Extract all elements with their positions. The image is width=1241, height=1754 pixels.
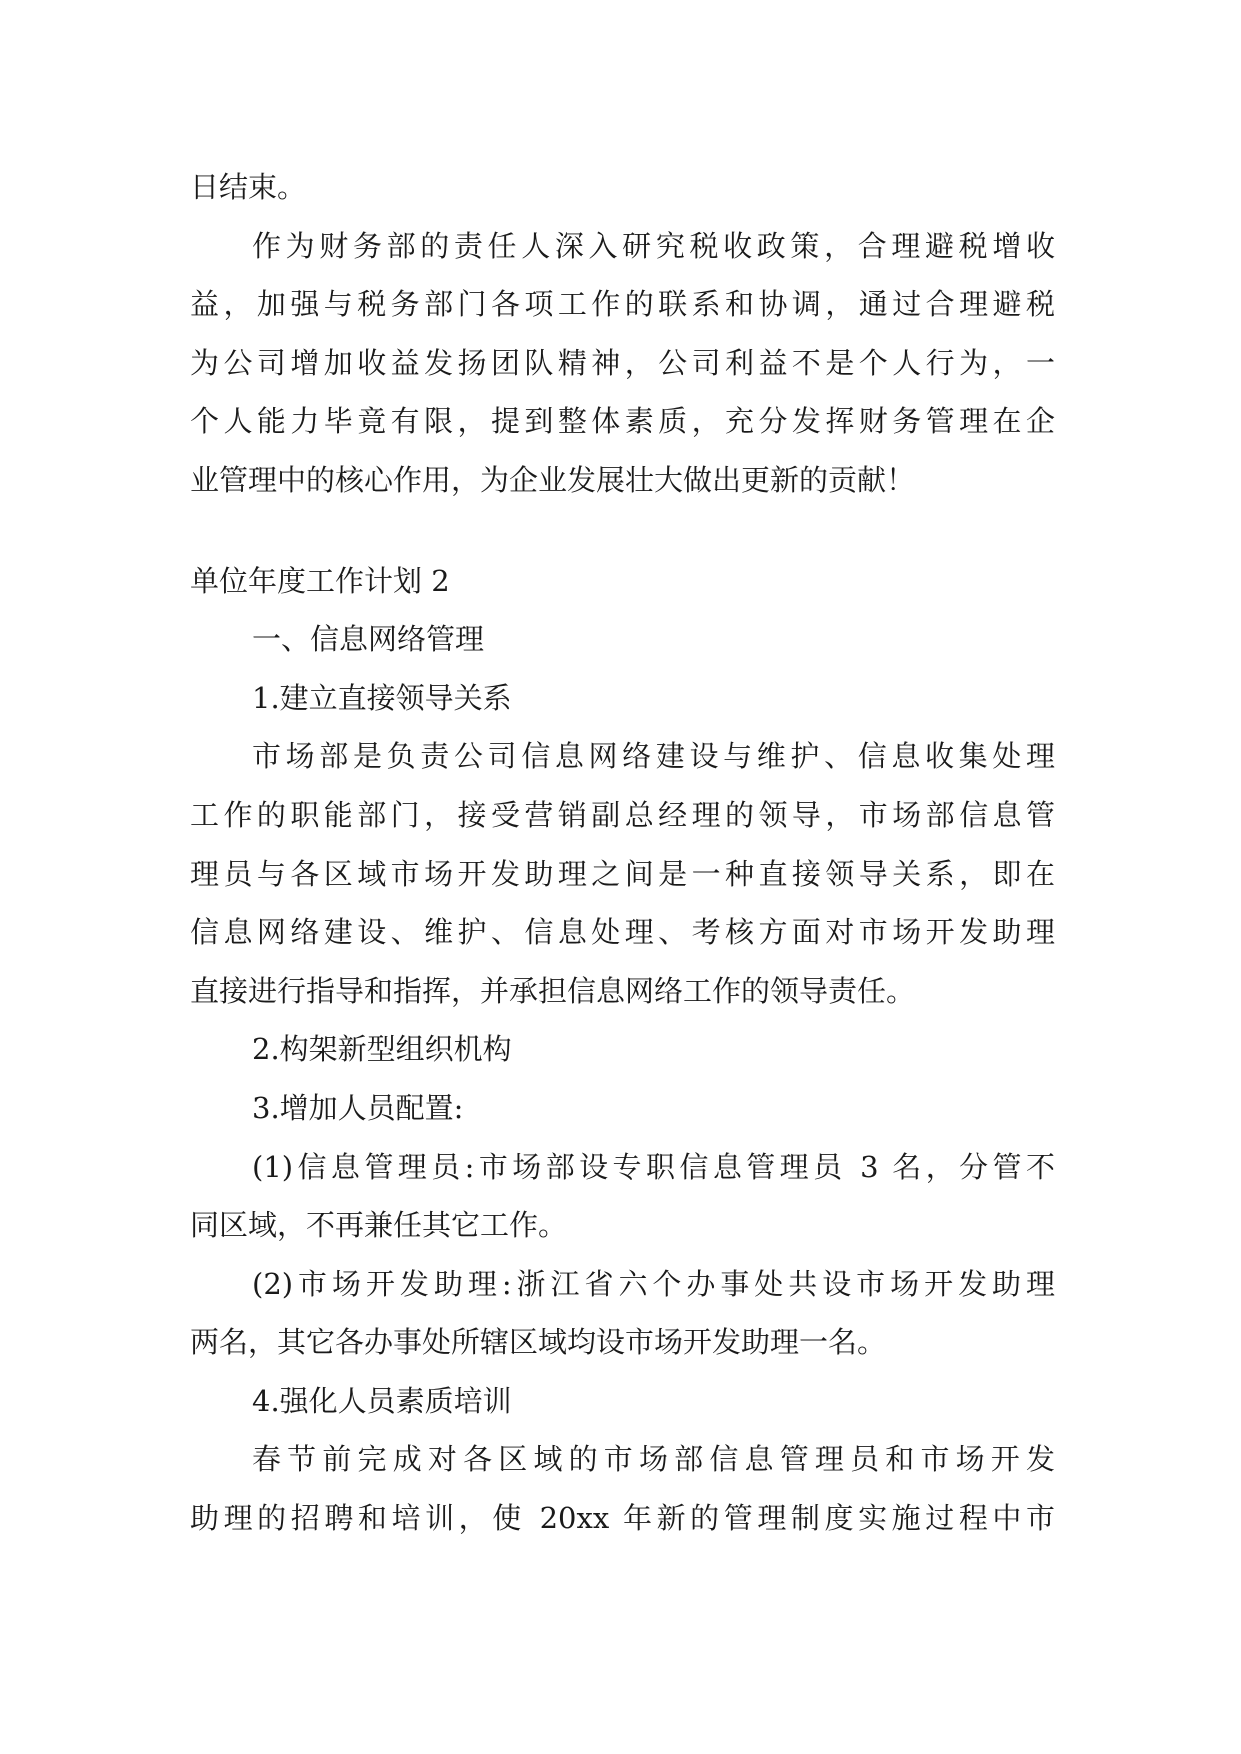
text-line: (1)信息管理员:市场部设专职信息管理员 3 名，分管不 [252,1149,1055,1184]
text-line: 为公司增加收益发扬团队精神，公司利益不是个人行为，一 [190,345,1055,380]
section-gap [190,510,1055,552]
text-line: 理员与各区域市场开发助理之间是一种直接领导关系，即在 [190,856,1055,891]
text-line: 两名，其它各办事处所辖区域均设市场开发助理一名。 [190,1325,887,1360]
section-heading: 单位年度工作计划 2 [190,563,450,598]
text-line: 业管理中的核心作用，为企业发展壮大做出更新的贡献！ [190,462,916,497]
text-line: 助理的招聘和培训，使 20xx 年新的管理制度实施过程中市 [190,1501,1055,1536]
text-line: 春节前完成对各区域的市场部信息管理员和市场开发 [252,1442,1055,1477]
text-line: 同区域，不再兼任其它工作。 [190,1208,568,1243]
text-line: 直接进行指导和指挥，并承担信息网络工作的领导责任。 [190,973,916,1008]
text-line: 日结束。 [190,170,307,204]
subheading: 4.强化人员素质培训 [252,1383,512,1418]
text-line: 作为财务部的责任人深入研究税收政策，合理避税增收 [252,228,1055,263]
subheading: 1.建立直接领导关系 [252,680,512,715]
text-line: 信息网络建设、维护、信息处理、考核方面对市场开发助理 [190,915,1055,950]
text-line: 市场部是负责公司信息网络建设与维护、信息收集处理 [252,739,1055,774]
text-line: 个人能力毕竟有限，提到整体素质，充分发挥财务管理在企 [190,404,1055,439]
subheading: 一、信息网络管理 [252,622,485,657]
subheading: 3.增加人员配置: [252,1090,464,1125]
text-line: 工作的职能部门，接受营销副总经理的领导，市场部信息管 [190,797,1055,832]
document-page [190,158,1055,1548]
text-line: (2)市场开发助理:浙江省六个办事处共设市场开发助理 [252,1266,1055,1301]
text-line: 益，加强与税务部门各项工作的联系和协调，通过合理避税 [190,287,1055,322]
subheading: 2.构架新型组织机构 [252,1032,512,1067]
